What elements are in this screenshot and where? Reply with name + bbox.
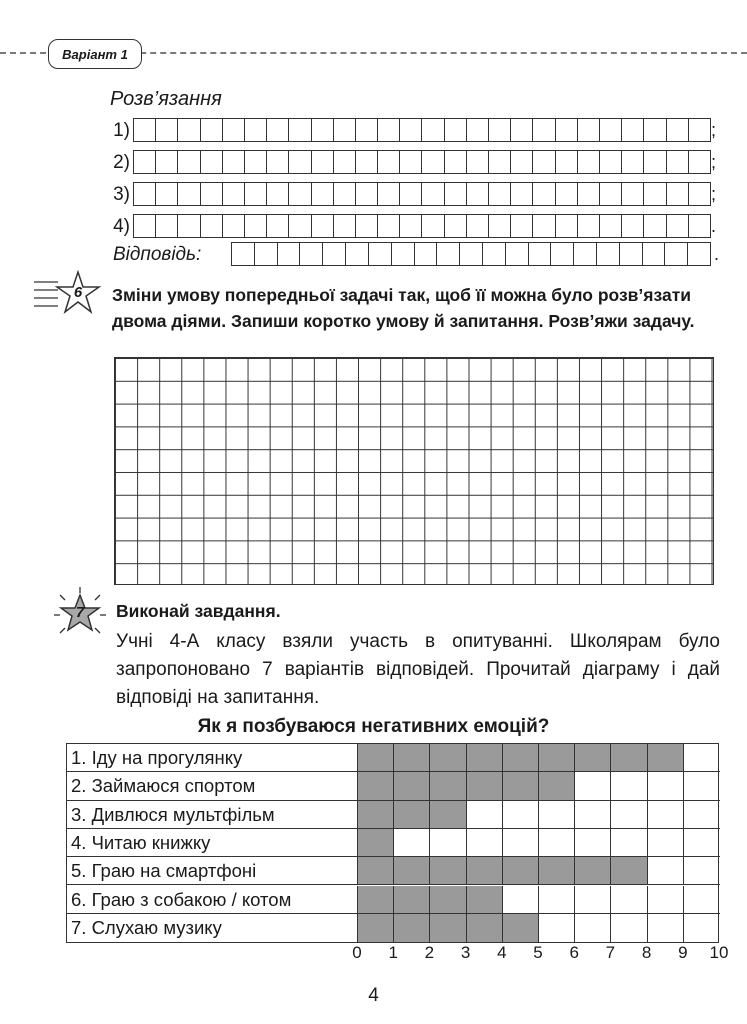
chart-empty-cell <box>611 801 647 829</box>
chart-bar-cell <box>430 886 466 914</box>
chart-bar-cell <box>394 801 430 829</box>
chart-empty-cell <box>575 801 611 829</box>
chart-bar-cell <box>394 914 430 942</box>
chart-bar-cell <box>394 772 430 800</box>
chart-bar-cell <box>539 744 575 772</box>
chart-empty-cell <box>684 829 720 857</box>
chart-empty-cell <box>575 829 611 857</box>
step-number: 3) <box>113 184 130 205</box>
chart-category-label: 6. Граю з собакою / котом <box>67 886 358 914</box>
answer-end: . <box>714 244 720 264</box>
chart-empty-cell <box>648 772 684 800</box>
chart-bar-cell <box>503 744 539 772</box>
chart-bar-cell <box>539 772 575 800</box>
chart-category-label: 1. Іду на прогулянку <box>67 744 358 772</box>
chart-bar-cell <box>430 744 466 772</box>
chart-bar-cell <box>430 772 466 800</box>
chart-empty-cell <box>684 744 720 772</box>
chart-bar-cell <box>394 857 430 885</box>
page-number: 4 <box>368 985 379 1006</box>
chart-bar-cell <box>430 857 466 885</box>
task-7-heading: Виконай завдання. <box>116 601 281 621</box>
step-number: 1) <box>113 120 130 141</box>
chart-empty-cell <box>684 886 720 914</box>
chart-empty-cell <box>648 914 684 942</box>
x-tick-label: 4 <box>497 943 507 962</box>
x-tick-label: 2 <box>424 943 435 962</box>
chart-empty-cell <box>575 886 611 914</box>
chart-bar-cell <box>358 857 394 885</box>
x-tick-label: 9 <box>678 943 688 962</box>
chart-empty-cell <box>503 801 539 829</box>
step-cells[interactable] <box>133 118 711 142</box>
chart-bar-cell <box>358 829 394 857</box>
chart-empty-cell <box>684 857 720 885</box>
chart-empty-cell <box>648 829 684 857</box>
task-7-star-icon <box>52 585 108 641</box>
chart-category-label: 5. Граю на смартфоні <box>67 857 358 885</box>
step-cells[interactable] <box>133 214 711 238</box>
solution-title: Розв’язання <box>110 88 222 110</box>
chart-category-label: 2. Займаюся спортом <box>67 772 358 800</box>
step-cells[interactable] <box>133 182 711 206</box>
chart-empty-cell <box>684 772 720 800</box>
task-7-text: Учні 4-А класу взяли участь в опитуванні. Школярам було запропоновано 7 варіантів відповідей. Прочитай діаграму і дай відповіді на запитання. <box>116 631 720 708</box>
task-6-text: Зміни умову попередньої задачі так, щоб її можна було розв’язати двома діями. Запиши коротко умову й запитання. Розв’яжи задачу. <box>112 285 695 331</box>
chart-bar-cell <box>539 857 575 885</box>
chart-bar-cell <box>575 744 611 772</box>
chart-bar-cell <box>503 772 539 800</box>
x-tick-label: 0 <box>352 943 362 962</box>
chart-empty-cell <box>430 829 466 857</box>
chart-empty-cell <box>648 801 684 829</box>
chart-bar-cell <box>394 886 430 914</box>
chart-empty-cell <box>467 801 503 829</box>
chart-empty-cell <box>539 886 575 914</box>
chart-empty-cell <box>684 801 720 829</box>
chart-empty-cell <box>611 886 647 914</box>
chart-bar-cell <box>467 857 503 885</box>
chart-category-label: 7. Слухаю музику <box>67 914 358 942</box>
task-6-star-icon <box>32 270 102 316</box>
x-tick-label: 3 <box>460 943 471 962</box>
answer-label: Відповідь: <box>113 244 202 265</box>
chart-bar-cell <box>467 886 503 914</box>
step-number: 4) <box>113 216 130 237</box>
chart-empty-cell <box>575 914 611 942</box>
chart-bar-cell <box>358 772 394 800</box>
chart-empty-cell <box>539 801 575 829</box>
chart-bar-cell <box>394 744 430 772</box>
chart-bar-cell <box>648 744 684 772</box>
answer-cells[interactable] <box>231 242 711 266</box>
chart-bar-cell <box>503 857 539 885</box>
chart-empty-cell <box>539 829 575 857</box>
step-end: ; <box>711 120 717 140</box>
step-end: ; <box>711 184 717 204</box>
chart-empty-cell <box>503 829 539 857</box>
x-tick-label: 10 <box>709 943 729 962</box>
bar-chart-table <box>66 743 719 943</box>
step-end: . <box>711 216 717 236</box>
chart-empty-cell <box>611 914 647 942</box>
step-end: ; <box>711 152 717 172</box>
chart-bar-cell <box>358 801 394 829</box>
step-cells[interactable] <box>133 150 711 174</box>
task-7-number: 7 <box>75 604 85 621</box>
x-tick-label: 1 <box>388 943 398 962</box>
chart-bar-cell <box>430 914 466 942</box>
chart-empty-cell <box>611 772 647 800</box>
chart-bar-cell <box>467 914 503 942</box>
chart-bar-cell <box>611 857 647 885</box>
x-tick-label: 7 <box>605 943 616 962</box>
chart-empty-cell <box>503 886 539 914</box>
chart-bar-cell <box>467 744 503 772</box>
chart-bar-cell <box>358 886 394 914</box>
chart-empty-cell <box>539 914 575 942</box>
chart-empty-cell <box>611 829 647 857</box>
task-6-number: 6 <box>73 284 83 301</box>
chart-bar-cell <box>575 857 611 885</box>
step-number: 2) <box>113 152 130 173</box>
chart-title: Як я позбуваюся негативних емоцій? <box>197 716 550 737</box>
x-tick-label: 8 <box>641 943 652 962</box>
chart-category-label: 3. Дивлюся мультфільм <box>67 801 358 829</box>
chart-empty-cell <box>684 914 720 942</box>
chart-bar-cell <box>358 914 394 942</box>
chart-bar-cell <box>611 744 647 772</box>
chart-empty-cell <box>575 772 611 800</box>
x-tick-label: 6 <box>569 943 579 962</box>
chart-bar-cell <box>358 744 394 772</box>
chart-bar-cell <box>430 801 466 829</box>
chart-empty-cell <box>394 829 430 857</box>
chart-empty-cell <box>467 829 503 857</box>
variant-badge: Варіант 1 <box>48 39 142 69</box>
chart-bar-cell <box>467 772 503 800</box>
chart-empty-cell <box>648 886 684 914</box>
chart-bar-cell <box>503 914 539 942</box>
x-tick-label: 5 <box>533 943 543 962</box>
chart-empty-cell <box>648 857 684 885</box>
chart-category-label: 4. Читаю книжку <box>67 829 358 857</box>
writing-grid[interactable] <box>114 357 714 585</box>
